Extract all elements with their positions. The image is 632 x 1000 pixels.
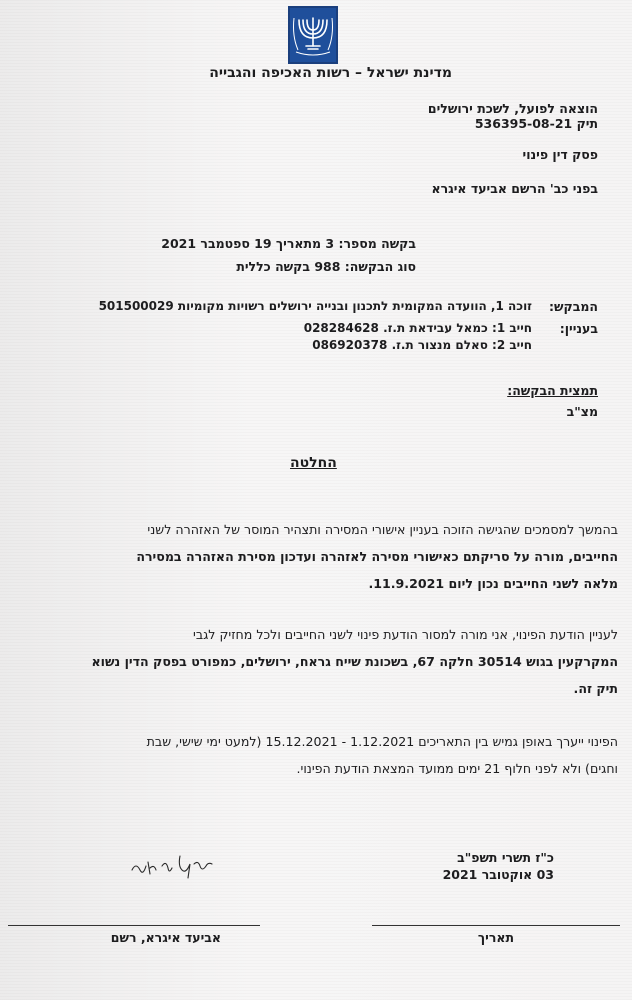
ministry-title: מדינת ישראל – רשות האכיפה והגבייה xyxy=(209,65,452,81)
regarding-label: בעניין: xyxy=(559,321,598,336)
menorah-emblem-icon xyxy=(288,6,338,64)
paragraph-2-line-1: לעניין הודעת הפינוי, אני מורה למסור הודעת פינוי לשני החייבים ולכל מחזיק לגבי xyxy=(193,627,618,642)
debtor-2: חייב 2: סאלם מנצור ת.ז. 086920378 xyxy=(312,338,532,352)
applicant-value: זוכה 1, הוועדה המקומית לתכנון ובנייה ירושלים רשויות מקומיות 501500029 xyxy=(98,299,532,313)
decision-title: החלטה xyxy=(290,455,337,471)
summary-label: תמצית הבקשה: xyxy=(507,383,598,398)
office-line: הוצאה לפועל, לשכת ירושלים xyxy=(427,101,598,116)
paragraph-3-line-1: הפינוי ייערך באופן גמיש בין התאריכים 1.12.2021 - 15.12.2021 (למעט ימי שישי, שבת xyxy=(146,734,618,749)
paragraph-1-line-1: בהמשך למסמכים שהגישה הזוכה בעניין אישורי המסירה ותצהיר המוסר של האזהרה לשני xyxy=(147,522,618,537)
paragraph-3-line-2: וחגים) ולא לפני חלוף 21 ימים ממועד המצאת הודעת הפינוי. xyxy=(296,761,618,776)
decision-paragraph-2 xyxy=(91,621,618,702)
date-line xyxy=(372,925,620,926)
paragraph-1-line-2: החייבים, מורה על סריקתם כאישורי מסירה לאזהרה ועדכון מסירת האזהרה במסירה xyxy=(136,549,618,564)
debtor-1: חייב 1: כמאל עבידאת ת.ז. 028284628 xyxy=(303,321,532,335)
signature-line xyxy=(8,925,260,926)
before-judge: בפני כב' הרשם אביעד איגרא xyxy=(431,181,598,196)
hebrew-date: כ"ז תשרי תשפ"ב xyxy=(457,850,554,865)
handwritten-signature xyxy=(128,850,218,882)
request-number: בקשה מספר: 3 מתאריך 19 ספטמבר 2021 xyxy=(161,236,416,251)
signer-name: אביעד איגרא, רשם xyxy=(110,930,221,945)
ruling-type: פסק דין פינוי xyxy=(522,147,598,162)
paragraph-2-line-3: תיק זה. xyxy=(573,681,618,696)
applicant-label: המבקש: xyxy=(549,299,598,314)
decision-paragraph-1 xyxy=(136,516,618,597)
paragraph-2-line-2: המקרקעין בגוש 30514 חלקה 67, בשכונת שייח גראח, ירושלים, כמפורט בפסק הדין נשוא xyxy=(91,654,618,669)
gregorian-date: 03 אוקטובר 2021 xyxy=(442,867,554,882)
summary-value: מצ"ב xyxy=(566,404,598,419)
paragraph-1-line-3: מלאה לשני החייבים נכון ליום 11.9.2021. xyxy=(368,576,618,591)
decision-paragraph-3 xyxy=(147,728,618,782)
request-type: סוג הבקשה: 988 בקשה כללית xyxy=(236,259,416,274)
file-number: תיק 536395-08-21 xyxy=(474,116,598,131)
date-label: תאריך xyxy=(477,930,514,945)
